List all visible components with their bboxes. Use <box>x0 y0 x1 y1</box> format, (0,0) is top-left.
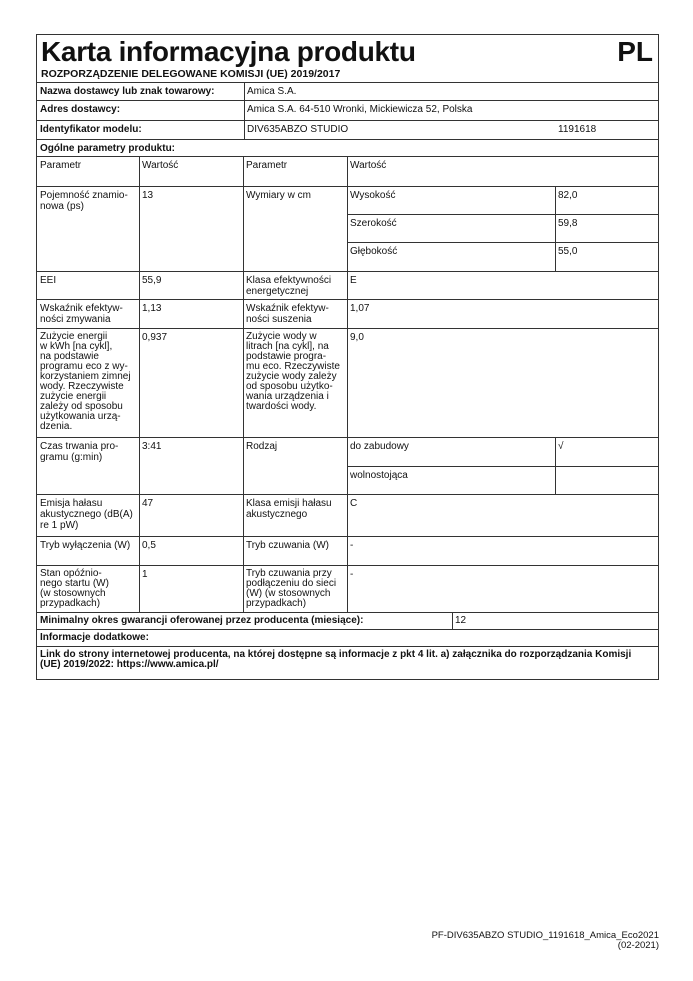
delayed-start-label: Stan opóźnio- nego startu (W) (w stosownych przypadkach) <box>40 568 109 609</box>
general-parameters-title: Ogólne parametry produktu: <box>40 143 176 154</box>
width-value: 59,8 <box>558 218 578 229</box>
drying-performance-value: 1,07 <box>350 303 370 314</box>
consumption-row <box>37 329 658 438</box>
model-identifier-value: DIV635ABZO STUDIO <box>247 124 349 135</box>
energy-consumption-value: 0,937 <box>142 332 168 343</box>
additional-info-label: Informacje dodatkowe: <box>40 632 149 643</box>
noise-class-value: C <box>350 498 358 509</box>
height-label: Wysokość <box>350 190 396 201</box>
sheet-header <box>37 35 658 83</box>
program-duration-label: Czas trwania pro- gramu (g:min) <box>40 441 119 463</box>
drying-performance-label: Wskaźnik efektyw- ności suszenia <box>246 303 329 325</box>
delayed-start-value: 1 <box>142 569 148 580</box>
eei-label: EEI <box>40 275 57 286</box>
cleaning-performance-label: Wskaźnik efektyw- ności zmywania <box>40 303 123 325</box>
built-in-label: do zabudowy <box>350 441 409 452</box>
networked-standby-value: - <box>350 569 354 580</box>
eei-row <box>37 272 658 300</box>
performance-row <box>37 300 658 329</box>
energy-class-value: E <box>350 275 357 286</box>
supplier-name-row <box>37 83 658 101</box>
dimensions-label: Wymiary w cm <box>246 190 311 201</box>
supplier-name-value: Amica S.A. <box>247 86 297 97</box>
warranty-row <box>37 613 658 630</box>
delay-network-row <box>37 566 658 613</box>
width-label: Szerokość <box>350 218 397 229</box>
document-date: (02-2021) <box>617 940 659 951</box>
column-header-parameter-2: Parametr <box>246 160 288 171</box>
regulation-reference: ROZPORZĄDZENIE DELEGOWANE KOMISJI (UE) 2019/2017 <box>41 68 341 80</box>
off-mode-label: Tryb wyłączenia (W) <box>40 540 131 551</box>
language-code: PL <box>617 36 653 67</box>
document-footer <box>432 931 659 951</box>
duration-type-row <box>37 438 658 495</box>
capacity-label: Pojemność znamio- nowa (ps) <box>40 190 128 212</box>
eei-value: 55,9 <box>142 275 162 286</box>
water-consumption-value: 9,0 <box>350 332 364 343</box>
noise-class-label: Klasa emisji hałasu akustycznego <box>246 498 332 520</box>
noise-emission-label: Emisja hałasu akustycznego (dB(A) re 1 pW) <box>40 498 133 531</box>
cleaning-performance-value: 1,13 <box>142 303 162 314</box>
water-consumption-label: Zużycie wody w litrach [na cykl], na podstawie progra- mu eco. Rzeczywiste zużycie wody zależy od sposobu użytko- wania urządzenia i twardości wody. <box>246 331 340 412</box>
depth-label: Głębokość <box>350 246 398 257</box>
noise-row <box>37 495 658 537</box>
model-identifier-row <box>37 121 658 140</box>
type-label: Rodzaj <box>246 441 278 452</box>
energy-consumption-label: Zużycie energii w kWh [na cykl], na podstawie programu eco z wy- korzystaniem zimnej wody. Rzeczywiste zużycie energii zależy od sposobu użytkowania urzą- dzenia. <box>40 331 131 432</box>
supplier-address-value: Amica S.A. 64-510 Wronki, Mickiewicza 52, Polska <box>247 104 473 115</box>
program-duration-value: 3:41 <box>142 441 162 452</box>
supplier-name-label: Nazwa dostawcy lub znak towarowy: <box>40 86 215 97</box>
column-header-parameter: Parametr <box>40 160 82 171</box>
capacity-dimensions-row <box>37 187 658 272</box>
standby-mode-value: - <box>350 540 354 551</box>
capacity-value: 13 <box>142 190 154 201</box>
website-link-row <box>37 647 658 679</box>
column-header-row <box>37 157 658 187</box>
freestanding-label: wolnostojąca <box>350 470 408 481</box>
supplier-address-label: Adres dostawcy: <box>40 104 121 115</box>
document-reference: PF-DIV635ABZO STUDIO_1191618_Amica_Eco2021 <box>431 930 659 941</box>
page-title: Karta informacyjna produktu <box>41 36 416 67</box>
energy-class-label: Klasa efektywności energetycznej <box>246 275 332 297</box>
general-parameters-row <box>37 140 658 157</box>
supplier-address-row <box>37 101 658 121</box>
networked-standby-label: Tryb czuwania przy podłączeniu do sieci (W) (w stosownych przypadkach) <box>246 568 337 609</box>
column-header-value-2: Wartość <box>350 160 387 171</box>
column-header-value: Wartość <box>142 160 179 171</box>
off-mode-value: 0,5 <box>142 540 156 551</box>
warranty-value: 12 <box>455 615 467 626</box>
built-in-check: √ <box>558 441 564 452</box>
noise-emission-value: 47 <box>142 498 154 509</box>
model-identifier-label: Identyfikator modelu: <box>40 124 142 135</box>
warranty-label: Minimalny okres gwarancji oferowanej przez producenta (miesiące): <box>40 615 364 626</box>
product-information-sheet <box>36 34 659 680</box>
off-standby-row <box>37 537 658 566</box>
additional-info-row <box>37 630 658 647</box>
height-value: 82,0 <box>558 190 578 201</box>
model-code-value: 1191618 <box>558 124 597 135</box>
depth-value: 55,0 <box>558 246 578 257</box>
website-link-text: Link do strony internetowej producenta, na której dostępne są informacje z pkt 4 lit. a) załącznika do rozporządzania Komisji (UE) 2019/2022: https://www.amica.pl/ <box>40 649 632 670</box>
standby-mode-label: Tryb czuwania (W) <box>246 540 329 551</box>
